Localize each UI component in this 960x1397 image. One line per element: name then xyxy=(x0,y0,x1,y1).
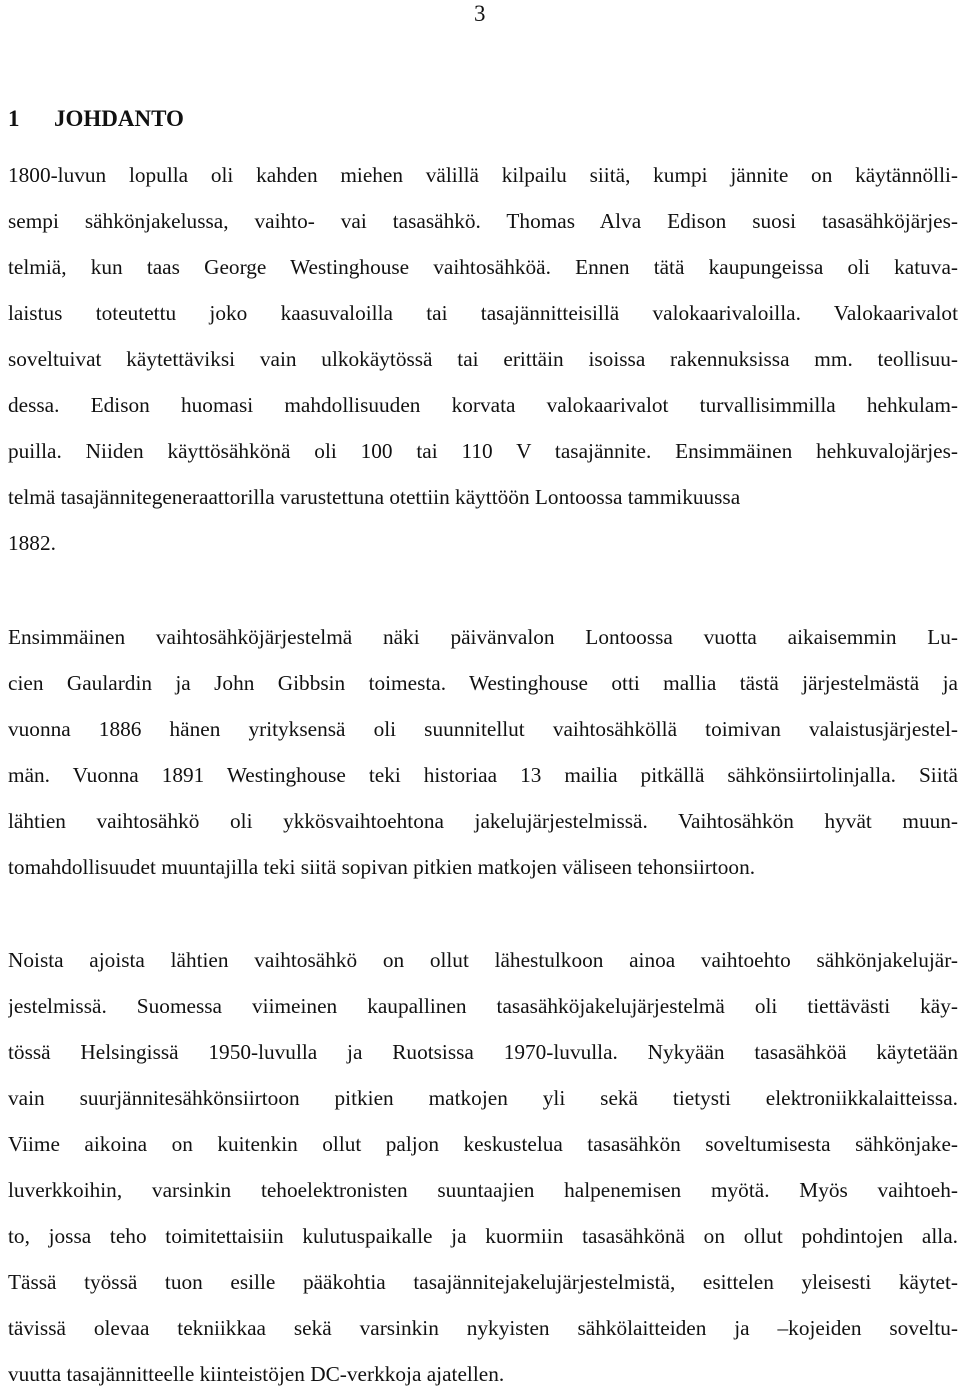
text-line: dessa. Edison huomasi mahdollisuuden korvata valokaarivalot turvallisimmilla hehkulam- xyxy=(8,393,958,417)
text-line: telmä tasajännitegeneraattorilla varustettuna otettiin käyttöön Lontoossa tammikuussa xyxy=(8,485,741,509)
text-line: soveltuivat käytettäviksi vain ulkokäytössä tai erittäin isoissa rakennuksissa mm. teollisuu- xyxy=(8,347,958,371)
text-line: cien Gaulardin ja John Gibbsin toimesta. Westinghouse otti mallia tästä järjestelmästä ja xyxy=(8,671,958,695)
text-line: puilla. Niiden käyttösähkönä oli 100 tai 110 V tasajännite. Ensimmäinen hehkuvalojärjes- xyxy=(8,439,958,463)
text-line: Tässä työssä tuon esille pääkohtia tasajännitejakelujärjestelmistä, esittelen yleisesti käytet- xyxy=(8,1270,958,1294)
text-line: Viime aikoina on kuitenkin ollut paljon keskustelua tasasähkön soveltumisesta sähkönjake- xyxy=(8,1132,958,1156)
text-line: telmiä, kun taas George Westinghouse vaihtosähköä. Ennen tätä kaupungeissa oli katuva- xyxy=(8,255,958,279)
section-title: JOHDANTO xyxy=(54,106,184,131)
text-line: laistus toteutettu joko kaasuvaloilla tai tasajännitteisillä valokaarivaloilla. Valokaarivalot xyxy=(8,301,958,325)
section-heading xyxy=(8,104,184,134)
text-line: vuonna 1886 hänen yrityksensä oli suunnitellut vaihtosähköllä toimivan valaistusjärjestel- xyxy=(8,717,958,741)
paragraph-1 xyxy=(8,152,958,566)
text-line: 1800-luvun lopulla oli kahden miehen välillä kilpailu siitä, kumpi jännite on käytännölli- xyxy=(8,163,958,187)
paragraph-3 xyxy=(8,937,958,1397)
text-line: Ensimmäinen vaihtosähköjärjestelmä näki päivänvalon Lontoossa vuotta aikaisemmin Lu- xyxy=(8,625,958,649)
text-line: luverkkoihin, varsinkin tehoelektronisten suuntaajien halpenemisen myötä. Myös vaihtoeh- xyxy=(8,1178,958,1202)
text-line: män. Vuonna 1891 Westinghouse teki historiaa 13 mailia pitkällä sähkönsiirtolinjalla. Siitä xyxy=(8,763,958,787)
text-line: tävissä olevaa tekniikkaa sekä varsinkin nykyisten sähkölaitteiden ja –kojeiden soveltu- xyxy=(8,1316,958,1340)
text-line: vuutta tasajännitteelle kiinteistöjen DC-verkkoja ajatellen. xyxy=(8,1362,505,1386)
paragraph-2 xyxy=(8,614,958,890)
text-line: lähtien vaihtosähkö oli ykkösvaihtoehtona jakelujärjestelmissä. Vaihtosähkön hyvät muun- xyxy=(8,809,958,833)
text-line: 1882. xyxy=(8,531,56,555)
text-line: vain suurjännitesähkönsiirtoon pitkien matkojen yli sekä tietysti elektroniikkalaitteissa. xyxy=(8,1086,958,1110)
text-line: tössä Helsingissä 1950-luvulla ja Ruotsissa 1970-luvulla. Nykyään tasasähköä käytetään xyxy=(8,1040,958,1064)
page-number: 3 xyxy=(474,1,486,26)
text-line: Noista ajoista lähtien vaihtosähkö on ollut lähestulkoon ainoa vaihtoehto sähkönjakelujär- xyxy=(8,948,958,972)
text-line: tomahdollisuudet muuntajilla teki siitä sopivan pitkien matkojen väliseen tehonsiirtoon. xyxy=(8,855,756,879)
text-line: sempi sähkönjakelussa, vaihto- vai tasasähkö. Thomas Alva Edison suosi tasasähköjärjes- xyxy=(8,209,958,233)
text-line: to, jossa teho toimitettaisiin kulutuspaikalle ja kuormiin tasasähkönä on ollut pohdintojen alla. xyxy=(8,1224,958,1248)
text-line: jestelmissä. Suomessa viimeinen kaupallinen tasasähköjakelujärjestelmä oli tiettävästi käy- xyxy=(8,994,958,1018)
section-number: 1 xyxy=(8,106,20,131)
